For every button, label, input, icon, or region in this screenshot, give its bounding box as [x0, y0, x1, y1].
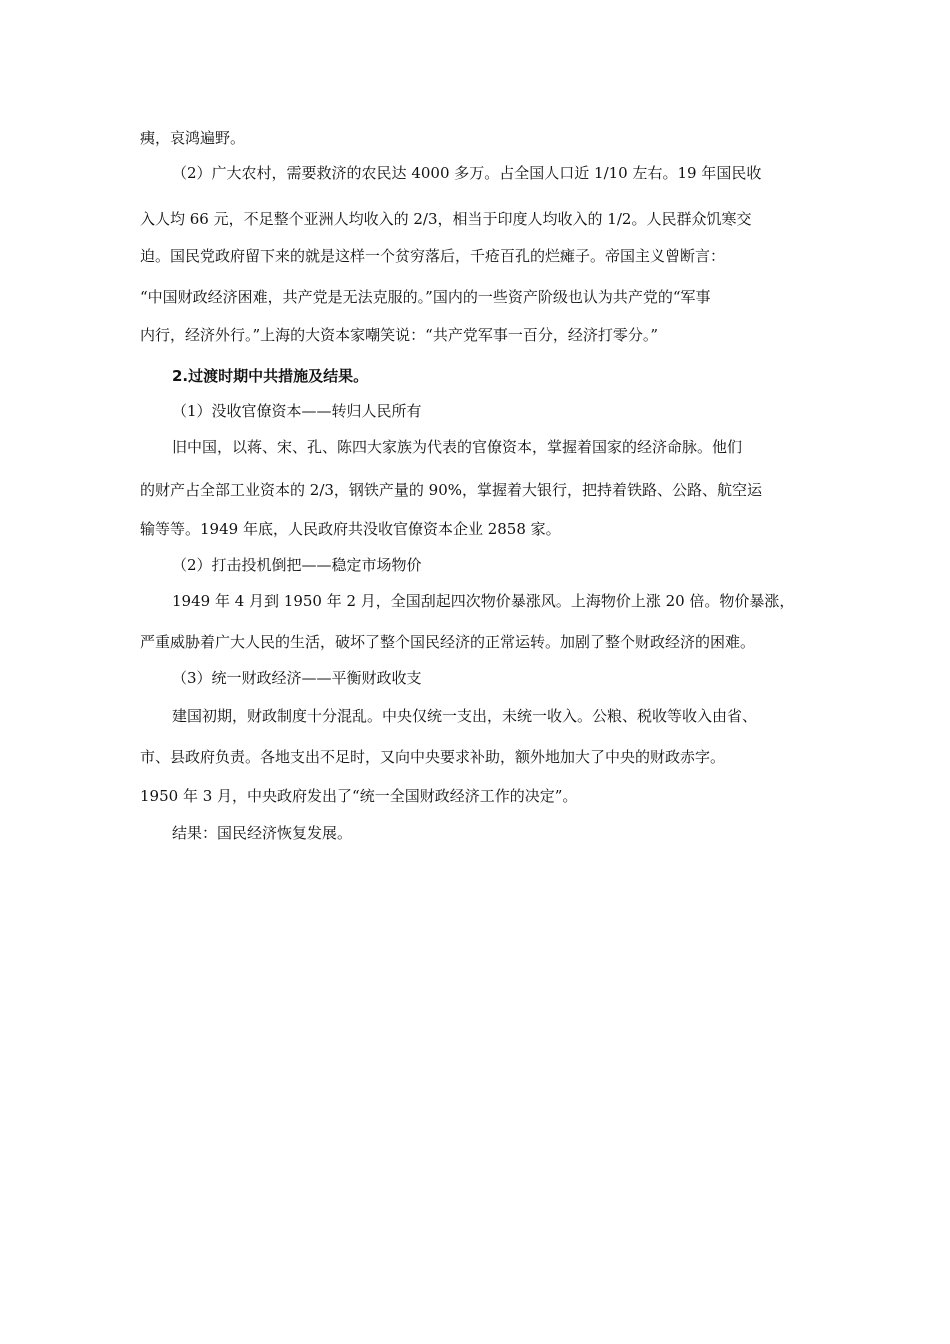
text-line: 1950 年 3 月，中央政府发出了“统一全国财政经济工作的决定”。: [140, 787, 578, 805]
text-line: 痍，哀鸿遍野。: [140, 129, 246, 147]
text-line: 严重威胁着广大人民的生活，破坏了整个国民经济的正常运转。加剧了整个财政经济的困难。: [140, 633, 756, 651]
text-line: 入人均 66 元，不足整个亚洲人均收入的 2/3，相当于印度人均收入的 1/2。人民群众饥寒交: [140, 210, 752, 228]
subheading: （2）打击投机倒把——稳定市场物价: [172, 556, 422, 574]
text-line: 建国初期，财政制度十分混乱。中央仅统一支出，未统一收入。公粮、税收等收入由省、: [172, 707, 758, 725]
text-line: （2）广大农村，需要救济的农民达 4000 多万。占全国人口近 1/10 左右。19 年国民收: [172, 164, 762, 182]
text-line: 的财产占全部工业资本的 2/3，钢铁产量的 90%，掌握着大银行，把持着铁路、公路、航空运: [140, 481, 763, 499]
text-line: 迫。国民党政府留下来的就是这样一个贫穷落后，千疮百孔的烂瘫子。帝国主义曾断言：: [140, 247, 726, 265]
subheading: （3）统一财政经济——平衡财政收支: [172, 669, 422, 687]
section-heading: 2.过渡时期中共措施及结果。: [172, 367, 369, 385]
text-line: 旧中国，以蒋、宋、孔、陈四大家族为代表的官僚资本，掌握着国家的经济命脉。他们: [172, 438, 743, 456]
subheading: （1）没收官僚资本——转归人民所有: [172, 402, 422, 420]
text-line: 结果：国民经济恢复发展。: [172, 824, 353, 842]
text-line: 1949 年 4 月到 1950 年 2 月，全国刮起四次物价暴涨风。上海物价上涨 20 倍。物价暴涨，: [172, 592, 795, 610]
text-line: 输等等。1949 年底，人民政府共没收官僚资本企业 2858 家。: [140, 520, 561, 538]
text-line: “中国财政经济困难，共产党是无法克服的。”国内的一些资产阶级也认为共产党的“军事: [140, 288, 711, 306]
text-line: 市、县政府负责。各地支出不足时，又向中央要求补助，额外地加大了中央的财政赤字。: [140, 748, 726, 766]
text-line: 内行，经济外行。”上海的大资本家嘲笑说：“共产党军事一百分，经济打零分。”: [140, 326, 659, 344]
